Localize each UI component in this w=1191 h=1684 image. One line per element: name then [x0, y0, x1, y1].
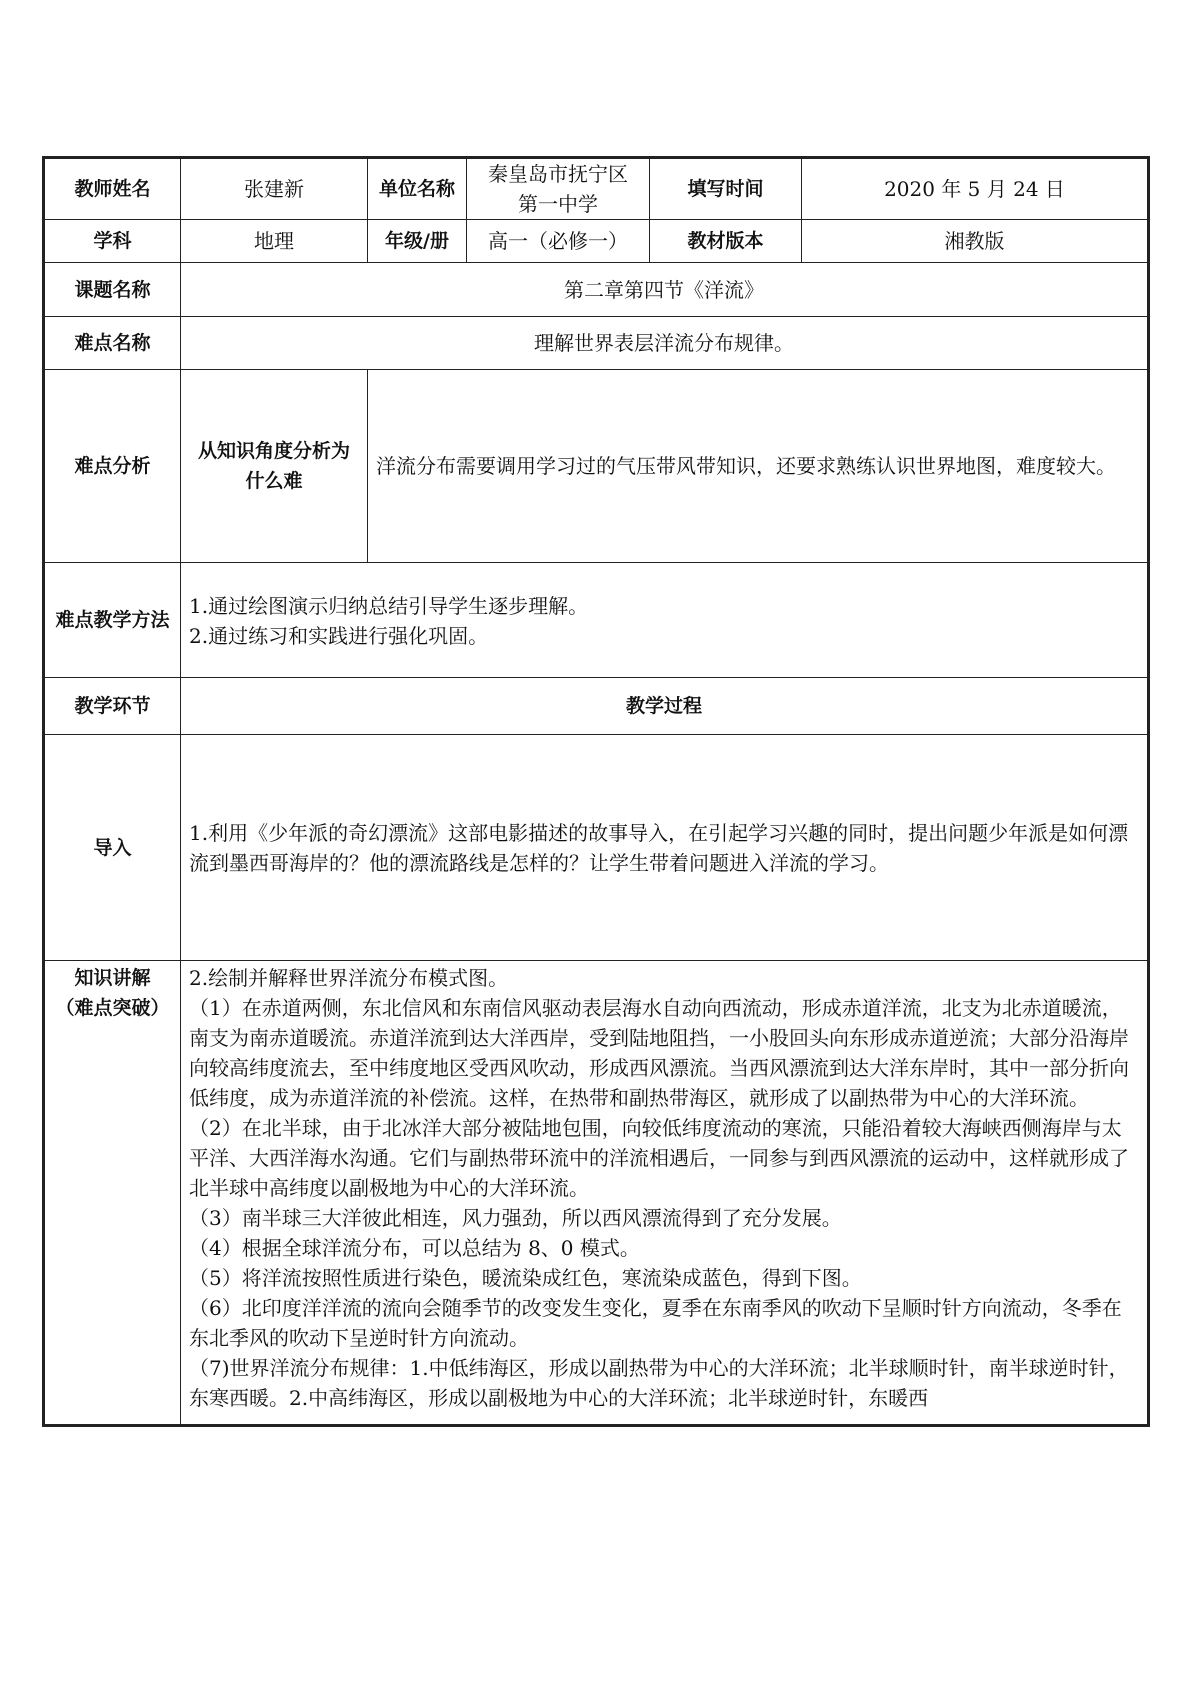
lecture-label: [44, 961, 181, 1426]
lecture-label-line2: （难点突破）: [55, 997, 170, 1019]
lecture-paragraph: （6）北印度洋洋流的流向会随季节的改变发生变化，夏季在东南季风的吹动下呈顺时针方向流动，冬季在东北季风的吹动下呈逆时针方向流动。: [189, 1296, 1122, 1350]
analysis-value: 洋流分布需要调用学习过的气压带风带知识，还要求熟练认识世界地图，难度较大。: [368, 370, 1149, 563]
lecture-paragraph: （4）根据全球洋流分布，可以总结为 8、0 模式。: [189, 1236, 640, 1260]
method-value: [181, 563, 1149, 678]
lecture-content: [181, 961, 1149, 1426]
lecture-paragraph: （3）南半球三大洋彼此相连，风力强劲，所以西风漂流得到了充分发展。: [189, 1206, 842, 1230]
analysis-label: 难点分析: [44, 370, 181, 563]
difficulty-label: 难点名称: [44, 317, 181, 370]
method-item: 2.通过练习和实践进行强化巩固。: [189, 624, 489, 648]
intro-value: 1.利用《少年派的奇幻漂流》这部电影描述的故事导入，在引起学习兴趣的同时，提出问题少年派是如何漂流到墨西哥海岸的？他的漂流路线是怎样的？让学生带着问题进入洋流的学习。: [181, 735, 1149, 961]
lecture-paragraph: （5）将洋流按照性质进行染色，暖流染成红色，寒流染成蓝色，得到下图。: [189, 1266, 862, 1290]
method-label: 难点教学方法: [44, 563, 181, 678]
lecture-paragraph: （7)世界洋流分布规律：1.中低纬海区，形成以副热带为中心的大洋环流；北半球顺时针，南半球逆时针，东寒西暖。2.中高纬海区，形成以副极地为中心的大洋环流；北半球逆时针，东暖西: [189, 1356, 1129, 1410]
date-value: 2020 年 5 月 24 日: [802, 158, 1149, 220]
lecture-paragraph: （1）在赤道两侧，东北信风和东南信风驱动表层海水自动向西流动，形成赤道洋流，北支为北赤道暖流，南支为南赤道暖流。赤道洋流到达大洋西岸，受到陆地阻挡，一小股回头向东形成赤道逆流；大部分沿海岸向较高纬度流去，至中纬度地区受西风吹动，形成西风漂流。当西风漂流到达大洋东岸时，其中一部分折向低纬度，成为赤道洋流的补偿流。这样，在热带和副热带海区，就形成了以副热带为中心的大洋环流。: [189, 996, 1129, 1110]
lecture-label-line1: 知识讲解: [74, 967, 151, 989]
edition-value: 湘教版: [802, 220, 1149, 263]
unit-name: [467, 158, 650, 220]
teacher-name: 张建新: [181, 158, 368, 220]
lecture-paragraph: 2.绘制并解释世界洋流分布模式图。: [189, 966, 509, 990]
subject-value: 地理: [181, 220, 368, 263]
process-section-label: 教学环节: [44, 678, 181, 735]
intro-label: 导入: [44, 735, 181, 961]
lecture-paragraph: （2）在北半球，由于北冰洋大部分被陆地包围，向较低纬度流动的寒流，只能沿着较大海峡西侧海岸与太平洋、大西洋海水沟通。它们与副热带环流中的洋流相遇后，一同参与到西风漂流的运动中，这样就形成了北半球中高纬度以副极地为中心的大洋环流。: [189, 1116, 1129, 1200]
difficulty-value: 理解世界表层洋流分布规律。: [181, 317, 1149, 370]
date-label: 填写时间: [650, 158, 802, 220]
method-item: 1.通过绘图演示归纳总结引导学生逐步理解。: [189, 594, 589, 618]
analysis-sub-label: 从知识角度分析为什么难: [181, 370, 368, 563]
topic-value: 第二章第四节《洋流》: [181, 263, 1149, 317]
unit-name-line2: 第一中学: [518, 192, 598, 216]
subject-label: 学科: [44, 220, 181, 263]
grade-label: 年级/册: [368, 220, 467, 263]
grade-value: 高一（必修一）: [467, 220, 650, 263]
process-title: 教学过程: [181, 678, 1149, 735]
unit-label: 单位名称: [368, 158, 467, 220]
edition-label: 教材版本: [650, 220, 802, 263]
topic-label: 课题名称: [44, 263, 181, 317]
teacher-label: 教师姓名: [44, 158, 181, 220]
lesson-table: [42, 156, 1150, 1427]
unit-name-line1: 秦皇岛市抚宁区: [488, 162, 628, 186]
